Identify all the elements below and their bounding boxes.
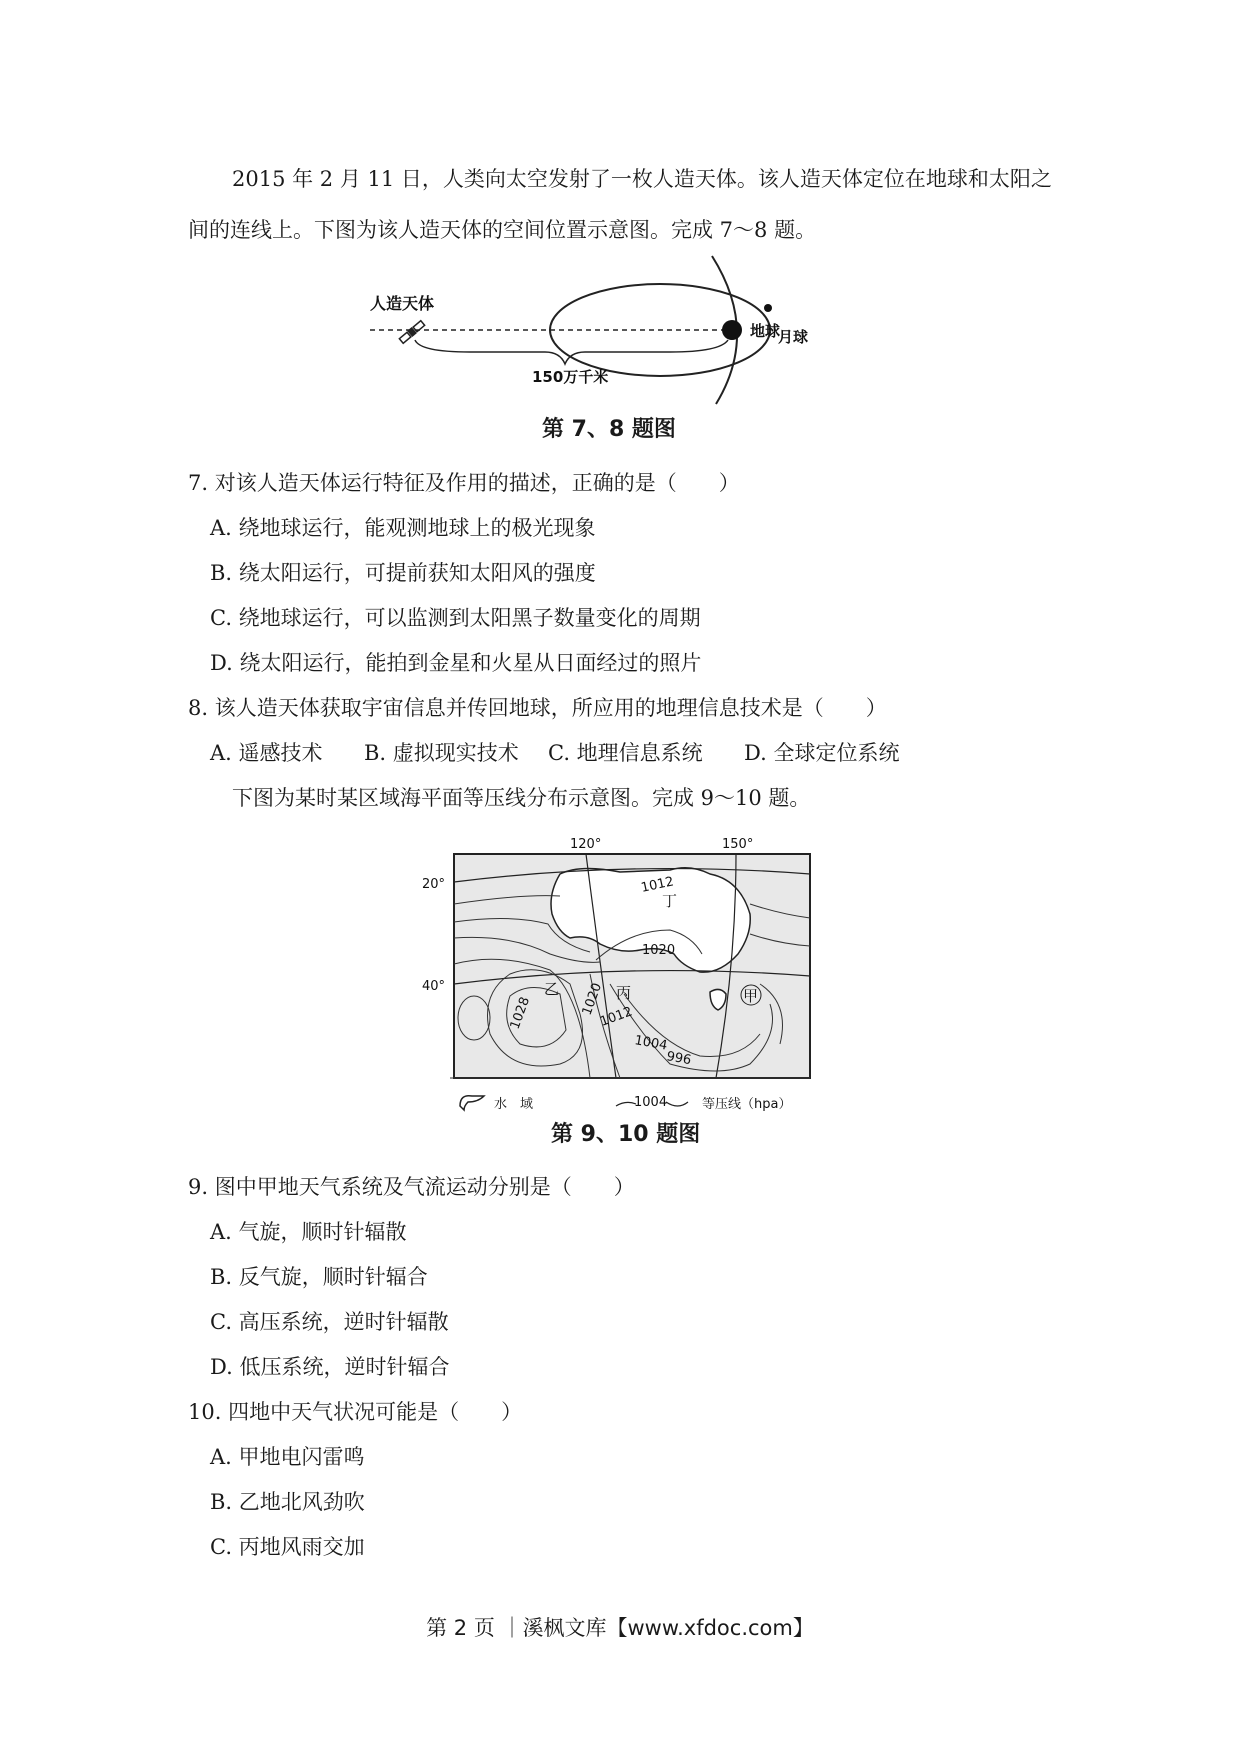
label-moon: 月球 bbox=[778, 328, 809, 346]
q8-option-c: C. 地理信息系统 bbox=[548, 741, 703, 765]
q8-stem: 8. 该人造天体获取宇宙信息并传回地球，所应用的地理信息技术是（ ） bbox=[188, 696, 887, 720]
distance-brace bbox=[415, 340, 728, 364]
lon-120-label: 120° bbox=[570, 837, 602, 852]
legend-isobar-value: 1004 bbox=[634, 1095, 668, 1110]
q8-option-b: B. 虚拟现实技术 bbox=[364, 741, 519, 765]
q9-option-a: A. 气旋，顺时针辐散 bbox=[210, 1220, 407, 1244]
earth-icon bbox=[722, 320, 742, 340]
q7-option-d: D. 绕太阳运行，能拍到金星和火星从日面经过的照片 bbox=[210, 651, 702, 675]
legend-water-icon bbox=[460, 1096, 484, 1110]
q7-stem: 7. 对该人造天体运行特征及作用的描述，正确的是（ ） bbox=[188, 471, 740, 495]
page-footer: 第 2 页 ｜溪枫文库【www.xfdoc.com】 bbox=[426, 1616, 814, 1640]
legend-water-label: 水 域 bbox=[494, 1097, 534, 1112]
figure-2-caption: 第 9、10 题图 bbox=[551, 1122, 701, 1147]
isobar-1020-low-label: 1020 bbox=[579, 981, 606, 1018]
q8-options bbox=[210, 738, 899, 768]
passage-2: 下图为某时某区域海平面等压线分布示意图。完成 9～10 题。 bbox=[232, 786, 811, 810]
figure-1-caption: 第 7、8 题图 bbox=[542, 417, 676, 442]
point-bing-label: 丙 bbox=[616, 984, 632, 1002]
legend-isobar-icon-tail bbox=[666, 1102, 688, 1106]
lon-150-label: 150° bbox=[722, 837, 754, 852]
figure-satellite-position bbox=[360, 252, 880, 412]
q10-stem: 10. 四地中天气状况可能是（ ） bbox=[188, 1400, 523, 1424]
q9-option-d: D. 低压系统，逆时针辐合 bbox=[210, 1355, 450, 1379]
q9-option-c: C. 高压系统，逆时针辐散 bbox=[210, 1310, 449, 1334]
legend-isobar-label: 等压线（hpa） bbox=[702, 1097, 792, 1112]
q8-option-d: D. 全球定位系统 bbox=[744, 741, 900, 765]
isobar-1004-label: 1004 bbox=[633, 1033, 669, 1054]
isobar-1012-low-label: 1012 bbox=[598, 1004, 635, 1030]
lat-20-label: 20° bbox=[422, 877, 446, 892]
q10-option-a: A. 甲地电闪雷鸣 bbox=[210, 1445, 365, 1469]
figure-isobar-map bbox=[420, 834, 820, 1116]
passage-1-line-2: 间的连线上。下图为该人造天体的空间位置示意图。完成 7～8 题。 bbox=[188, 218, 817, 242]
q7-option-a: A. 绕地球运行，能观测地球上的极光现象 bbox=[210, 516, 596, 540]
q7-option-c: C. 绕地球运行，可以监测到太阳黑子数量变化的周期 bbox=[210, 606, 701, 630]
moon-icon bbox=[764, 304, 772, 312]
isobar-1012-top-label: 1012 bbox=[639, 874, 676, 896]
q10-option-c: C. 丙地风雨交加 bbox=[210, 1535, 365, 1559]
isobar-1028-label: 1028 bbox=[507, 995, 534, 1032]
q9-stem: 9. 图中甲地天气系统及气流运动分别是（ ） bbox=[188, 1175, 635, 1199]
label-earth: 地球 bbox=[750, 322, 781, 340]
lat-40-label: 40° bbox=[422, 979, 446, 994]
q7-option-b: B. 绕太阳运行，可提前获知太阳风的强度 bbox=[210, 561, 596, 585]
point-ding-label: 丁 bbox=[662, 892, 678, 910]
point-jia-label: 甲 bbox=[743, 987, 759, 1005]
q9-option-b: B. 反气旋，顺时针辐合 bbox=[210, 1265, 428, 1289]
point-yi-label: 乙 bbox=[544, 980, 560, 998]
q8-option-a: A. 遥感技术 bbox=[210, 741, 323, 765]
satellite-icon bbox=[399, 320, 426, 344]
passage-1-line-1: 2015 年 2 月 11 日，人类向太空发射了一枚人造天体。该人造天体定位在地球和太阳之 bbox=[232, 167, 1052, 191]
legend-isobar-icon bbox=[616, 1102, 636, 1106]
isobar-996-label: 996 bbox=[665, 1049, 693, 1069]
label-artificial-body: 人造天体 bbox=[370, 294, 435, 313]
q10-option-b: B. 乙地北风劲吹 bbox=[210, 1490, 365, 1514]
isobar-1020-mid-label: 1020 bbox=[642, 943, 676, 958]
label-distance: 150万千米 bbox=[532, 368, 609, 386]
